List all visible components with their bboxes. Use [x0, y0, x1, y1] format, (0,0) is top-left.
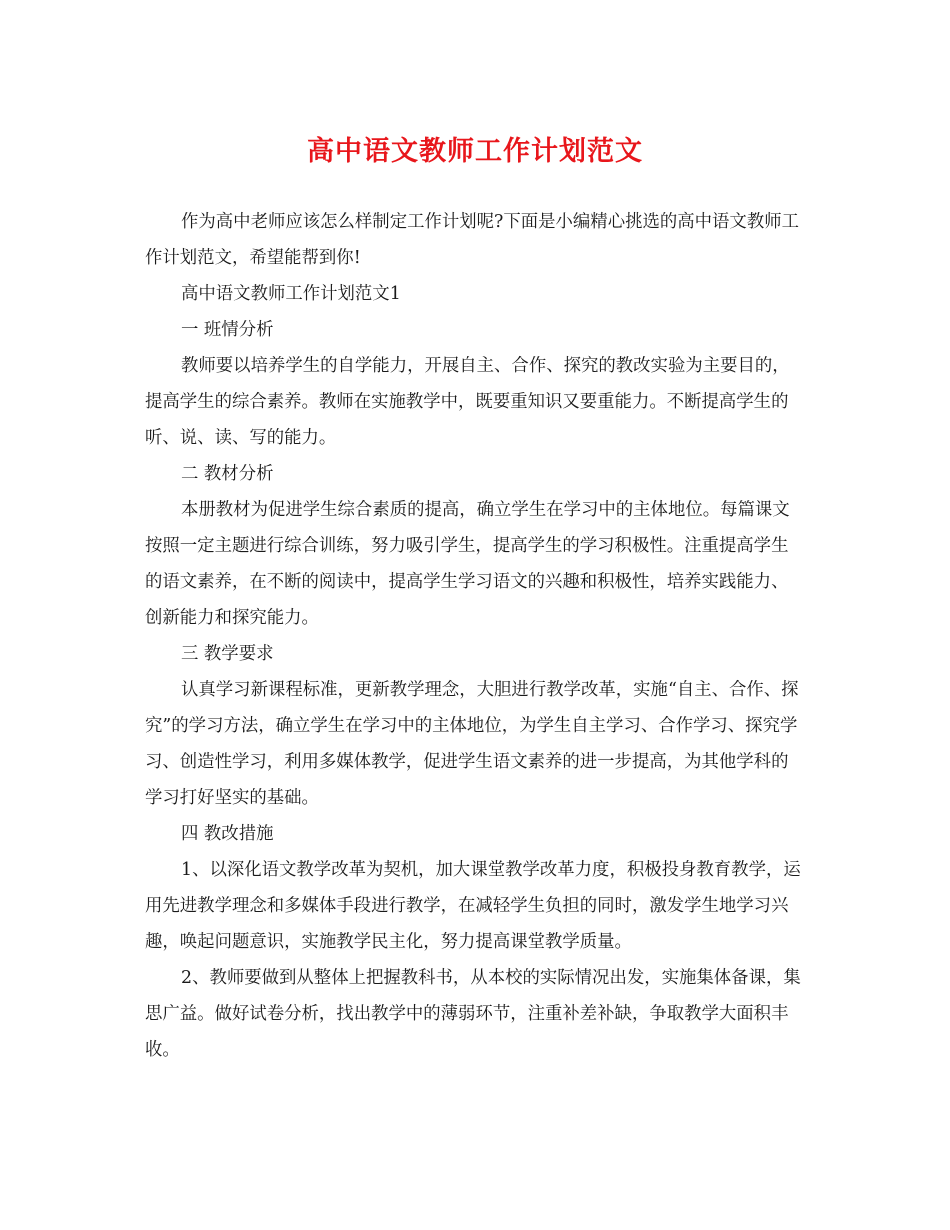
section-subtitle: 高中语文教师工作计划范文1	[181, 284, 401, 304]
heading-teaching-requirements: 三 教学要求	[181, 644, 274, 664]
paragraph-teaching-requirements: 认真学习新课程标准，更新教学理念，大胆进行教学改革，实施“自主、合作、探究”的学习方法，确立学生在学习中的主体地位，为学生自主学习、合作学习、探究学习、创造性学习，利用多媒体教学，促进学生语文素养的进一步提高，为其他学科的学习打好坚实的基础。	[145, 680, 799, 808]
heading-reform-measures: 四 教改措施	[181, 824, 274, 844]
document-title: 高中语文教师工作计划范文	[307, 136, 643, 167]
paragraph-textbook-analysis: 本册教材为促进学生综合素质的提高，确立学生在学习中的主体地位。每篇课文按照一定主题进行综合训练，努力吸引学生，提高学生的学习积极性。注重提高学生的语文素养，在不断的阅读中，提高学生学习语文的兴趣和积极性，培养实践能力、创新能力和探究能力。	[145, 500, 790, 628]
heading-textbook-analysis: 二 教材分析	[181, 464, 274, 484]
paragraph-measure-1: 1、以深化语文教学改革为契机，加大课堂教学改革力度，积极投身教育教学，运用先进教学理念和多媒体手段进行教学，在减轻学生负担的同时，激发学生地学习兴趣，唤起问题意识，实施教学民主化，努力提高课堂教学质量。	[145, 860, 801, 952]
paragraph-measure-2: 2、教师要做到从整体上把握教科书，从本校的实际情况出发，实施集体备课，集思广益。做好试卷分析，找出教学中的薄弱环节，注重补差补缺，争取教学大面积丰收。	[145, 968, 801, 1060]
intro-paragraph: 作为高中老师应该怎么样制定工作计划呢?下面是小编精心挑选的高中语文教师工作计划范文，希望能帮到你!	[145, 212, 799, 268]
document-body	[145, 204, 805, 1068]
heading-class-analysis: 一 班情分析	[181, 320, 274, 340]
paragraph-class-analysis: 教师要以培养学生的自学能力，开展自主、合作、探究的教改实验为主要目的，提高学生的综合素养。教师在实施教学中，既要重知识又要重能力。不断提高学生的听、说、读、写的能力。	[145, 356, 790, 448]
